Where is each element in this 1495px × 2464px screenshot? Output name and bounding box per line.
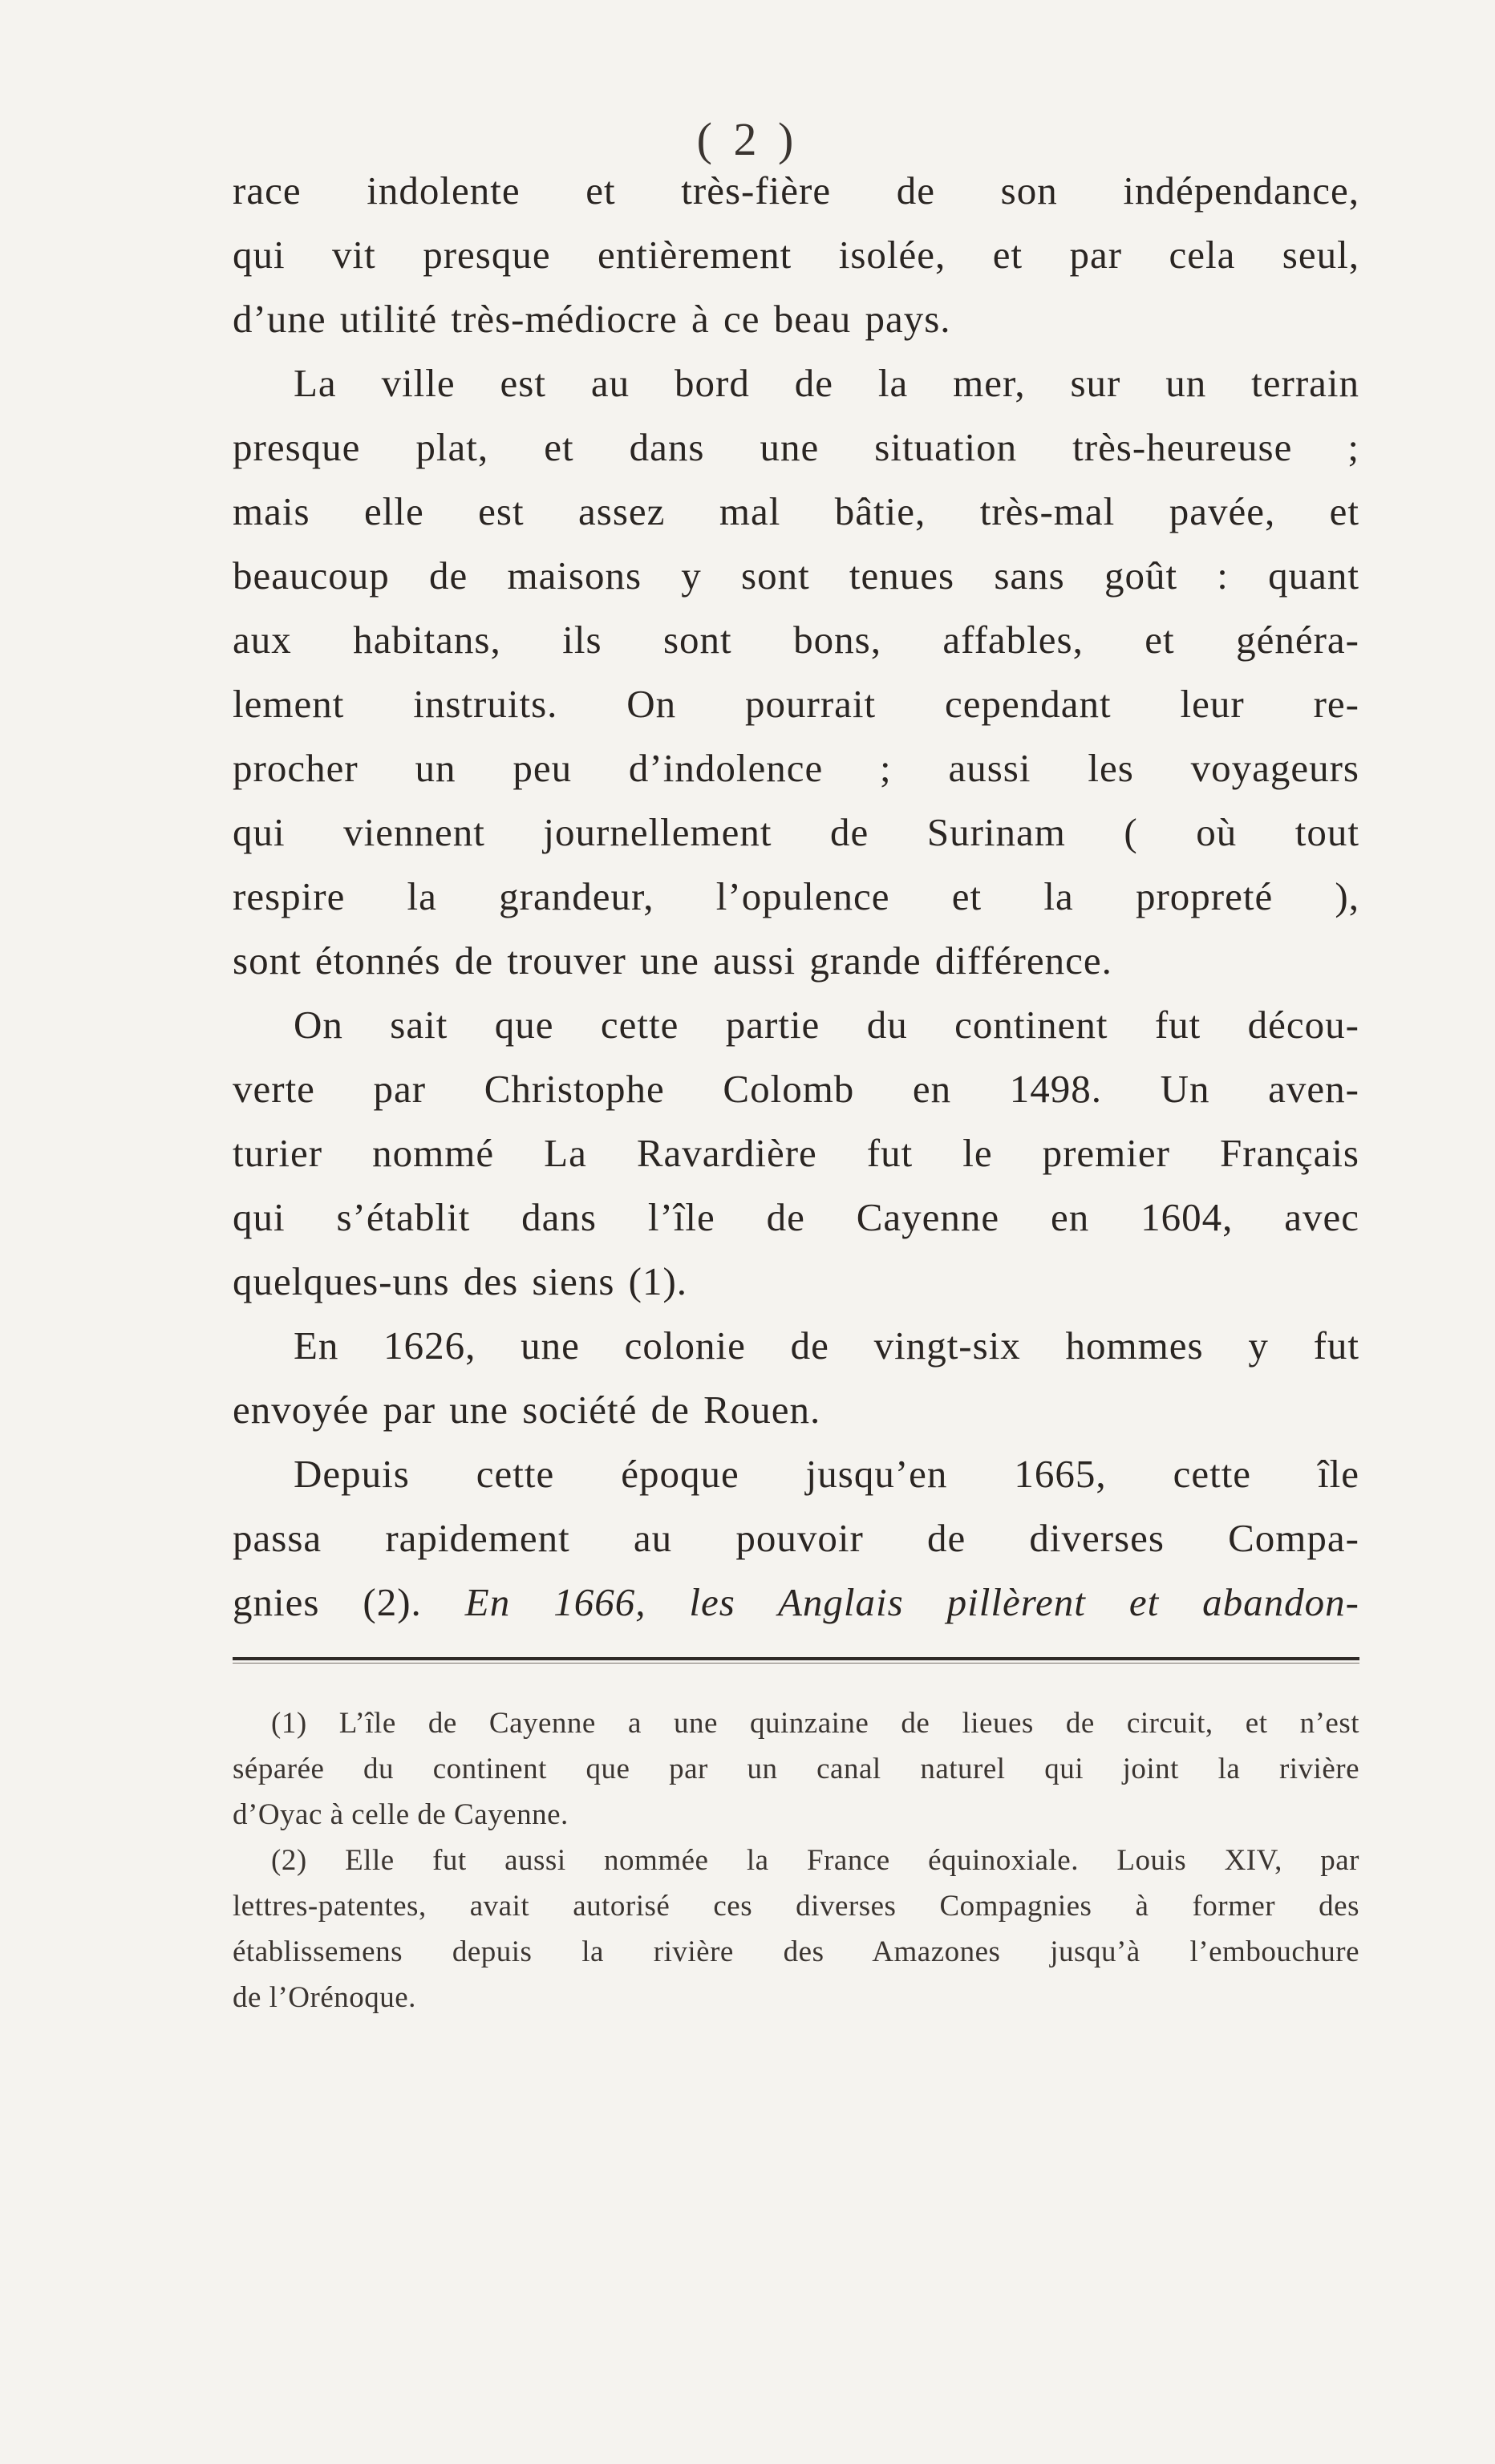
text-line: On sait que cette partie du continent fut décou- <box>294 1003 1359 1047</box>
text-line: La ville est au bord de la mer, sur un terrain <box>294 361 1359 405</box>
footnote-line: établissemens depuis la rivière des Amazones jusqu’à l’embouchure <box>233 1935 1359 1968</box>
text-line: qui vit presque entièrement isolée, et par cela seul, <box>233 233 1359 277</box>
text-line: d’une utilité très-médiocre à ce beau pays. <box>233 297 951 341</box>
footnote-line: de l’Orénoque. <box>233 1981 416 2014</box>
text-line-mixed <box>233 1570 1359 1635</box>
page-number: ( 2 ) <box>696 113 799 165</box>
text-line: presque plat, et dans une situation très-heureuse ; <box>233 425 1359 469</box>
body-text <box>233 159 1359 1635</box>
footnotes <box>233 1700 1359 2020</box>
footnote-line: (1) L’île de Cayenne a une quinzaine de lieues de circuit, et n’est <box>271 1707 1359 1740</box>
text-line: race indolente et très-fière de son indépendance, <box>233 168 1359 213</box>
text-line: respire la grandeur, l’opulence et la propreté ), <box>233 874 1359 918</box>
text-line: turier nommé La Ravardière fut le premier Français <box>233 1131 1359 1175</box>
footnote-line: séparée du continent que par un canal naturel qui joint la rivière <box>233 1753 1359 1785</box>
footnote-line: d’Oyac à celle de Cayenne. <box>233 1798 569 1831</box>
text-line: qui viennent journellement de Surinam ( où tout <box>233 810 1359 854</box>
text-line: verte par Christophe Colomb en 1498. Un aven- <box>233 1067 1359 1111</box>
text-line: mais elle est assez mal bâtie, très-mal pavée, et <box>233 489 1359 533</box>
footnote-line: lettres-patentes, avait autorisé ces diverses Compagnies à former des <box>233 1890 1359 1923</box>
text-line: Depuis cette époque jusqu’en 1665, cette île <box>294 1452 1359 1496</box>
text-line: sont étonnés de trouver une aussi grande différence. <box>233 938 1112 983</box>
text-line: qui s’établit dans l’île de Cayenne en 1604, avec <box>233 1195 1359 1239</box>
text-line: envoyée par une société de Rouen. <box>233 1388 821 1432</box>
footnote-separator <box>233 1657 1359 1660</box>
italic-text: En 1666, les Anglais pillèrent et abandon- <box>464 1580 1359 1624</box>
text-line-start: gnies (2). <box>233 1580 422 1624</box>
footnote-line: (2) Elle fut aussi nommée la France équinoxiale. Louis XIV, par <box>271 1844 1359 1877</box>
text-line: aux habitans, ils sont bons, affables, et généra- <box>233 618 1359 662</box>
text-line: quelques-uns des siens (1). <box>233 1259 688 1303</box>
text-line: procher un peu d’indolence ; aussi les voyageurs <box>233 746 1359 790</box>
text-line: passa rapidement au pouvoir de diverses Compa- <box>233 1516 1359 1560</box>
text-line: beaucoup de maisons y sont tenues sans goût : quant <box>233 553 1359 598</box>
text-line: lement instruits. On pourrait cependant leur re- <box>233 682 1359 726</box>
footnote-separator-thin <box>233 1663 1359 1664</box>
text-line: En 1626, une colonie de vingt-six hommes y fut <box>294 1323 1359 1368</box>
